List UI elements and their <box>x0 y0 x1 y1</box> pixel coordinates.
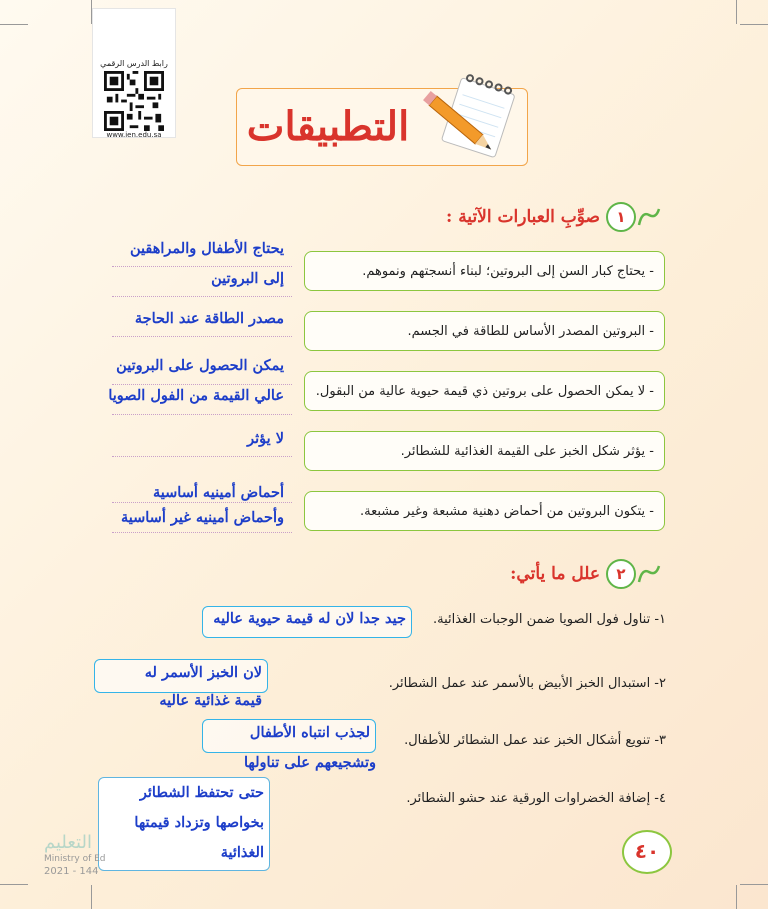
answer-5-line-2[interactable]: وأحماض أمينيه غير أساسية <box>120 509 284 526</box>
reason-3-line-2[interactable]: وتشجيعهم على تناولها <box>243 754 376 771</box>
answer-line <box>112 384 292 385</box>
section-1-label: صوِّبِ العبارات الآتية : <box>446 207 600 227</box>
answer-line <box>112 296 292 297</box>
reason-1-line-1[interactable]: جيد جدا لان له قيمة حيوية عاليه <box>213 610 406 627</box>
crop-mark <box>0 884 28 885</box>
reason-2-line-2[interactable]: قيمة غذائية عاليه <box>159 692 262 709</box>
answer-3-line-1[interactable]: يمكن الحصول على البروتين <box>116 357 284 374</box>
reason-4-line-2[interactable]: بخواصها وتزداد قيمتها <box>134 814 264 831</box>
answer-4-line-1[interactable]: لا يؤثر <box>247 430 284 447</box>
statement-5: - يتكون البروتين من أحماض دهنية مشبعة وغير مشبعة. <box>304 491 665 531</box>
answer-1-line-1[interactable]: يحتاج الأطفال والمراهقين <box>129 240 284 257</box>
question-4: ٤- إضافة الخضراوات الورقية عند حشو الشطائر. <box>406 791 666 806</box>
notepad-pencil-icon <box>416 70 522 166</box>
answer-line <box>112 336 292 337</box>
question-1: ١- تناول فول الصويا ضمن الوجبات الغذائية. <box>432 612 666 627</box>
answer-1-line-2[interactable]: إلى البروتين <box>211 270 284 287</box>
answer-line <box>112 502 292 503</box>
answer-2-line-1[interactable]: مصدر الطاقة عند الحاجة <box>134 310 284 327</box>
qr-title: رابط الدرس الرقمي <box>100 59 168 68</box>
answer-line <box>112 456 292 457</box>
answer-line <box>112 414 292 415</box>
crop-mark <box>91 885 92 909</box>
answer-3-line-2[interactable]: عالي القيمة من الفول الصويا <box>108 387 284 404</box>
reason-4-line-3[interactable]: الغذائية <box>220 844 264 861</box>
statement-4: - يؤثر شكل الخبز على القيمة الغذائية للشطائر. <box>304 431 665 471</box>
statement-1: - يحتاج كبار السن إلى البروتين؛ لبناء أنسجتهم ونموهم. <box>304 251 665 291</box>
crop-mark <box>740 884 768 885</box>
ministry-watermark-line1: Ministry of Ed <box>44 854 106 864</box>
crop-mark <box>736 885 737 909</box>
statement-2: - البروتين المصدر الأساس للطاقة في الجسم. <box>304 311 665 351</box>
reason-2-line-1[interactable]: لان الخبز الأسمر له <box>144 664 262 681</box>
ministry-watermark: التعليم <box>44 832 92 853</box>
answer-line <box>112 532 292 533</box>
reason-3-line-1[interactable]: لجذب انتباه الأطفال <box>249 724 370 741</box>
question-2: ٢- استبدال الخبز الأبيض بالأسمر عند عمل الشطائر. <box>388 676 666 691</box>
section-1-number: ١ <box>606 202 636 232</box>
statement-3: - لا يمكن الحصول على بروتين ذي قيمة حيوية عالية من البقول. <box>304 371 665 411</box>
section-2-number: ٢ <box>606 559 636 589</box>
qr-panel[interactable] <box>92 8 176 138</box>
crop-mark <box>740 24 768 25</box>
sparkle-icon <box>636 207 662 227</box>
page-title: التطبيقات <box>246 103 410 150</box>
section-2-heading <box>510 559 666 589</box>
answer-5-line-1[interactable]: أحماض أمينيه أساسية <box>152 484 284 501</box>
crop-mark <box>736 0 737 24</box>
sparkle-icon <box>636 564 662 584</box>
qr-code-icon[interactable] <box>104 71 164 131</box>
section-2-label: علل ما يأتي: <box>510 564 600 584</box>
question-3: ٣- تنويع أشكال الخبز عند عمل الشطائر للأطفال. <box>404 733 666 748</box>
reason-4-line-1[interactable]: حتى تحتفظ الشطائر <box>139 784 264 801</box>
qr-url[interactable]: www.ien.edu.sa <box>106 131 162 139</box>
page-number: ٤٠ <box>622 830 672 874</box>
crop-mark <box>0 24 28 25</box>
ministry-watermark-line2: 2021 - 144 <box>44 866 99 877</box>
answer-line <box>112 266 292 267</box>
section-1-heading <box>446 202 666 232</box>
